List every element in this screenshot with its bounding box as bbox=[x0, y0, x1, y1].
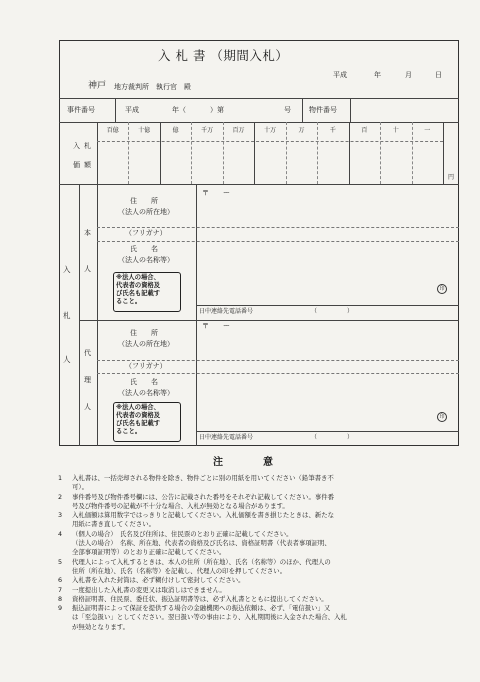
agent-phone-top bbox=[196, 431, 459, 432]
case-number-label: 事件番号 bbox=[67, 106, 95, 114]
property-number-field[interactable] bbox=[351, 99, 458, 121]
note-line: 8 資格証明書、住民票、委任状、振込証明書等は、必ず入札書とともに提出してください。 bbox=[58, 594, 328, 603]
bid-digit-cell[interactable] bbox=[350, 142, 379, 183]
principal-address-sublabel: （法人の所在地） bbox=[118, 208, 174, 216]
bid-label-4: 額 bbox=[84, 161, 91, 169]
bid-label-1: 入 bbox=[73, 142, 80, 150]
principal-furigana-label: （フリガナ） bbox=[125, 229, 167, 237]
bid-unit-label: 百 bbox=[361, 127, 368, 134]
bidder-label-1: 入 bbox=[63, 265, 71, 274]
case-number-suffix: 号 bbox=[284, 106, 291, 114]
principal-phone-label: 日中連絡先電話番号 bbox=[199, 308, 254, 315]
principal-corp-note: ※法人の場合、 代表者の資格及 び氏名も記載す ること。 bbox=[113, 272, 181, 312]
principal-phone-field[interactable]: （ ） bbox=[311, 308, 354, 315]
property-number-label: 物件番号 bbox=[309, 106, 337, 114]
bid-unit-label: 一 bbox=[424, 127, 431, 134]
agent-corp-note: ※法人の場合、 代表者の資格及 び氏名も記載す ること。 bbox=[113, 402, 181, 442]
bid-unit-label: 十万 bbox=[263, 127, 276, 134]
principal-furigana-field[interactable] bbox=[197, 228, 458, 240]
agent-label-3: 人 bbox=[84, 403, 91, 411]
date-year: 年 bbox=[374, 71, 381, 79]
bid-digit-cell[interactable] bbox=[129, 142, 158, 183]
date-era: 平成 bbox=[333, 71, 347, 79]
note-line: 住所（所在地）、氏名（名称等）を記載し、代理人の印を押してください。 bbox=[72, 566, 287, 575]
court-name: 神戸 bbox=[88, 81, 107, 91]
note-line: 1 入札書は、一括売却される物件を除き、物件ごとに別の用紙を用いてください（鉛筆書き不 bbox=[58, 474, 334, 482]
notes-list bbox=[58, 474, 470, 632]
case-divider-2 bbox=[302, 98, 303, 122]
court-suffix: 地方裁判所 執行官 殿 bbox=[114, 83, 191, 91]
bid-digit-cell[interactable] bbox=[224, 142, 253, 183]
bid-unit-label: 十 bbox=[392, 127, 399, 134]
bid-digit-cell[interactable] bbox=[318, 142, 347, 183]
bid-digit-cell[interactable] bbox=[381, 142, 410, 183]
note-line: 3 入札価額は算用数字ではっきりと記載してください。入札価額を書き損じたときは、新たな bbox=[58, 511, 335, 520]
bidder-divider bbox=[79, 184, 80, 446]
date-day: 日 bbox=[435, 71, 442, 79]
role-divider bbox=[97, 184, 98, 446]
principal-label-1: 本 bbox=[84, 229, 91, 237]
principal-postal: 〒 ー bbox=[202, 189, 230, 197]
bid-digit-cell[interactable] bbox=[192, 142, 221, 183]
principal-seal-icon: 印 bbox=[437, 284, 447, 294]
case-era: 平成 bbox=[125, 106, 139, 114]
note-line: 5 代理人によって入札するときは、本人の住所（所在地）、氏名（名称等）のほか、代理人の bbox=[58, 557, 331, 566]
bid-unit-label: 百万 bbox=[232, 127, 245, 134]
bidder-label-2: 札 bbox=[63, 311, 71, 320]
form-title: 入 札 書 （期間入札） bbox=[158, 48, 289, 63]
agent-name-label: 氏 名 bbox=[130, 378, 158, 386]
note-line: 6 入札書を入れた封筒は、必ず糊付けして密封してください。 bbox=[58, 576, 245, 585]
agent-postal: 〒 ー bbox=[202, 322, 230, 330]
agent-phone-field[interactable]: （ ） bbox=[311, 434, 354, 441]
bid-unit-label: 千万 bbox=[201, 127, 214, 134]
agent-address-field[interactable] bbox=[197, 321, 458, 359]
bidder-label-3: 人 bbox=[63, 355, 71, 364]
agent-name-field[interactable] bbox=[197, 374, 458, 430]
agent-phone-label: 日中連絡先電話番号 bbox=[199, 434, 254, 441]
agent-furigana-label: （フリガナ） bbox=[125, 362, 167, 370]
note-line: 可）。 bbox=[72, 483, 88, 492]
bid-yen-divider bbox=[443, 122, 444, 184]
principal-address-label: 住 所 bbox=[130, 197, 158, 205]
agent-label-2: 理 bbox=[84, 376, 91, 384]
agent-seal-icon: 印 bbox=[437, 412, 447, 422]
bid-digit-cell[interactable] bbox=[161, 142, 190, 183]
notes-heading: 注 意 bbox=[213, 457, 273, 468]
agent-address-sublabel: （法人の所在地） bbox=[118, 340, 174, 348]
bid-unit-label: 億 bbox=[172, 127, 179, 134]
bid-unit-label: 万 bbox=[298, 127, 305, 134]
bid-digit-cell[interactable] bbox=[413, 142, 442, 183]
case-paren: ）第 bbox=[210, 106, 224, 114]
agent-address-label: 住 所 bbox=[130, 329, 158, 337]
agent-name-sublabel: （法人の名称等） bbox=[118, 389, 174, 397]
yen-unit: 円 bbox=[448, 174, 455, 181]
note-line: （法人の場合） 名称、所在地、代表者の資格及び氏名は、資格証明書（代表者事項証明、 bbox=[72, 539, 331, 548]
bid-unit-label: 十億 bbox=[138, 127, 151, 134]
agent-label-1: 代 bbox=[84, 349, 91, 357]
principal-address-field[interactable] bbox=[197, 185, 458, 226]
note-line: 7 一度提出した入札書の変更又は取消しはできません。 bbox=[58, 585, 226, 594]
bid-unit-label: 百億 bbox=[106, 127, 119, 134]
line-case-bottom bbox=[59, 122, 459, 123]
case-divider-1 bbox=[115, 98, 116, 122]
bid-digit-cell[interactable] bbox=[255, 142, 284, 183]
date-month: 月 bbox=[405, 71, 412, 79]
bid-digit-cell[interactable] bbox=[287, 142, 316, 183]
note-line: 2 事件番号及び物件番号欄には、公告に記載された番号をそれぞれ記載してください。事件番 bbox=[58, 492, 335, 501]
principal-name-sublabel: （法人の名称等） bbox=[118, 256, 174, 264]
note-line: 4 （個人の場合） 氏名及び住所は、住民票のとおり正確に記載してください。 bbox=[58, 529, 293, 538]
principal-name-field[interactable] bbox=[197, 242, 458, 304]
principal-label-2: 人 bbox=[84, 265, 91, 273]
note-line: は「至急扱い」としてください。翌日扱い等の事由により、入札期間後に入金された場合、入札 bbox=[72, 613, 347, 622]
bid-label-2: 札 bbox=[84, 142, 91, 150]
bid-unit-label: 千 bbox=[329, 127, 336, 134]
note-line: 全部事項証明等）のとおり正確に記載してください。 bbox=[72, 548, 226, 557]
note-line: が無効となります。 bbox=[72, 622, 130, 631]
bid-digit-cell[interactable] bbox=[98, 142, 127, 183]
agent-furigana-field[interactable] bbox=[197, 361, 458, 372]
case-year: 年（ bbox=[172, 106, 186, 114]
note-line: 用紙に書き直してください。 bbox=[72, 520, 156, 529]
principal-phone-top bbox=[196, 305, 459, 306]
bid-label-3: 価 bbox=[73, 161, 80, 169]
principal-name-label: 氏 名 bbox=[130, 245, 158, 253]
note-line: 号及び物件番号の記載が不十分な場合、入札が無効となる場合があります。 bbox=[72, 501, 289, 510]
note-line: 9 振込証明書によって保証を提供する場合の金融機関への振込依頼は、必ず、「電信扱い」又 bbox=[58, 604, 331, 613]
